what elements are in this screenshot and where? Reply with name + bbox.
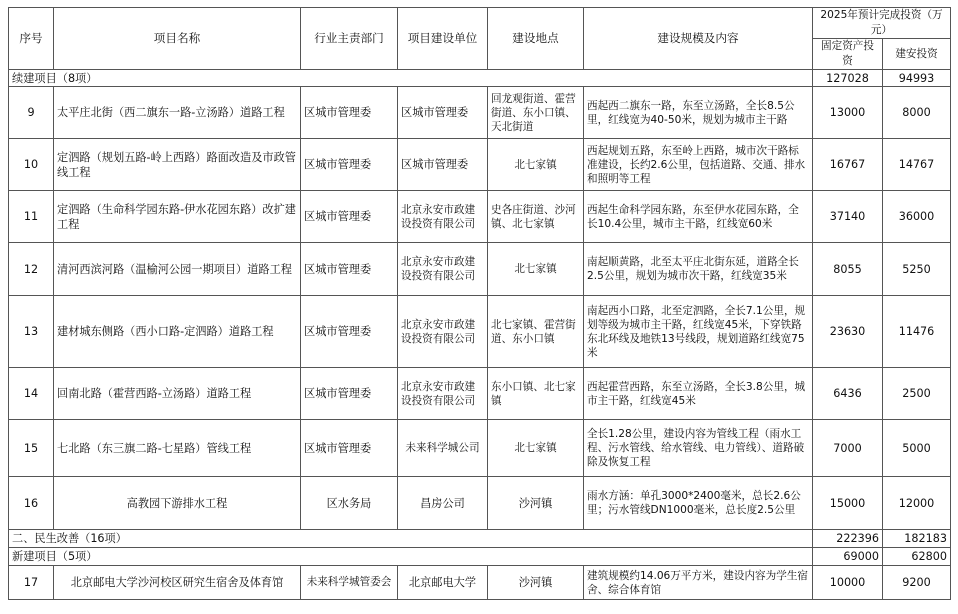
cell-unit: 北京永安市政建设投资有限公司: [398, 296, 488, 368]
section-fixed: 69000: [813, 548, 883, 566]
cell-scale: 南起西小口路，北至定泗路，全长7.1公里，规划等级为城市主干路，红线宽45米，下穿铁路东北环线及地铁13号线段，规划道路红线宽75米: [584, 296, 813, 368]
cell-location: 沙河镇: [488, 477, 584, 530]
cell-construction: 8000: [883, 87, 951, 139]
table-row: [9, 191, 951, 243]
cell-location: 沙河镇: [488, 566, 584, 600]
cell-fixed: 6436: [813, 368, 883, 420]
header-fixed: 固定资产投资: [813, 39, 883, 70]
section-label: 二、民生改善（16项）: [9, 530, 813, 548]
cell-fixed: 8055: [813, 243, 883, 296]
cell-construction: 11476: [883, 296, 951, 368]
cell-fixed: 10000: [813, 566, 883, 600]
section-construction: 62800: [883, 548, 951, 566]
cell-name: 太平庄北街（西二旗东一路-立汤路）道路工程: [54, 87, 301, 139]
cell-scale: 西起西二旗东一路，东至立汤路，全长8.5公里，红线宽为40-50米，规划为城市主干路: [584, 87, 813, 139]
cell-seq: 16: [9, 477, 54, 530]
cell-seq: 12: [9, 243, 54, 296]
cell-unit: 北京永安市政建设投资有限公司: [398, 243, 488, 296]
cell-fixed: 16767: [813, 139, 883, 191]
cell-seq: 13: [9, 296, 54, 368]
cell-location: 北七家镇: [488, 139, 584, 191]
cell-location: 回龙观街道、霍营街道、东小口镇、天北街道: [488, 87, 584, 139]
section-construction: 94993: [883, 70, 951, 87]
cell-location: 东小口镇、北七家镇: [488, 368, 584, 420]
cell-unit: 北京永安市政建设投资有限公司: [398, 191, 488, 243]
cell-dept: 区城市管理委: [301, 139, 398, 191]
cell-dept: 区城市管理委: [301, 296, 398, 368]
cell-scale: 建筑规模约14.06万平方米，建设内容为学生宿舍、综合体育馆: [584, 566, 813, 600]
cell-seq: 11: [9, 191, 54, 243]
cell-dept: 区城市管理委: [301, 191, 398, 243]
section-construction: 182183: [883, 530, 951, 548]
cell-dept: 区城市管理委: [301, 87, 398, 139]
section-label: 新建项目（5项）: [9, 548, 813, 566]
cell-scale: 雨水方涵：单孔3000*2400毫米，总长2.6公里；污水管线DN1000毫米，总长度2.5公里: [584, 477, 813, 530]
section-fixed: 222396: [813, 530, 883, 548]
cell-unit: 北京邮电大学: [398, 566, 488, 600]
cell-construction: 12000: [883, 477, 951, 530]
cell-unit: 北京永安市政建设投资有限公司: [398, 368, 488, 420]
cell-fixed: 23630: [813, 296, 883, 368]
cell-construction: 9200: [883, 566, 951, 600]
header-name: 项目名称: [54, 8, 301, 70]
table-row: [9, 296, 951, 368]
cell-dept: 区水务局: [301, 477, 398, 530]
cell-unit: 区城市管理委: [398, 87, 488, 139]
header-scale: 建设规模及内容: [584, 8, 813, 70]
cell-name: 七北路（东三旗二路-七星路）管线工程: [54, 420, 301, 477]
cell-construction: 36000: [883, 191, 951, 243]
cell-name: 高教园下游排水工程: [54, 477, 301, 530]
section-row: [9, 70, 951, 87]
cell-fixed: 37140: [813, 191, 883, 243]
cell-fixed: 7000: [813, 420, 883, 477]
investment-table: [8, 7, 951, 600]
cell-name: 定泗路（生命科学园东路-伊水花园东路）改扩建工程: [54, 191, 301, 243]
section-label: 续建项目（8项）: [9, 70, 813, 87]
header-unit: 项目建设单位: [398, 8, 488, 70]
cell-scale: 西起霍营西路，东至立汤路，全长3.8公里，城市主干路，红线宽45米: [584, 368, 813, 420]
cell-scale: 西起规划五路，东至岭上西路，城市次干路标准建设，长约2.6公里，包括道路、交通、排水和照明等工程: [584, 139, 813, 191]
cell-location: 北七家镇: [488, 243, 584, 296]
section-row: [9, 530, 951, 548]
cell-seq: 10: [9, 139, 54, 191]
cell-construction: 2500: [883, 368, 951, 420]
cell-seq: 14: [9, 368, 54, 420]
cell-dept: 未来科学城管委会: [301, 566, 398, 600]
cell-dept: 区城市管理委: [301, 243, 398, 296]
cell-location: 北七家镇: [488, 420, 584, 477]
cell-scale: 全长1.28公里，建设内容为管线工程（雨水工程、污水管线、给水管线、电力管线）、道路破除及恢复工程: [584, 420, 813, 477]
cell-location: 北七家镇、霍营街道、东小口镇: [488, 296, 584, 368]
header-seq: 序号: [9, 8, 54, 70]
cell-scale: 南起顺黄路，北至太平庄北街东延，道路全长2.5公里，规划为城市次干路，红线宽35米: [584, 243, 813, 296]
table-row: [9, 477, 951, 530]
cell-construction: 5250: [883, 243, 951, 296]
cell-scale: 西起生命科学园东路，东至伊水花园东路，全长10.4公里，城市主干路，红线宽60米: [584, 191, 813, 243]
section-fixed: 127028: [813, 70, 883, 87]
header-investment-group: 2025年预计完成投资（万元）: [813, 8, 951, 39]
table-row: [9, 139, 951, 191]
section-row: [9, 548, 951, 566]
cell-unit: 昌房公司: [398, 477, 488, 530]
cell-unit: 未来科学城公司: [398, 420, 488, 477]
cell-dept: 区城市管理委: [301, 420, 398, 477]
cell-fixed: 15000: [813, 477, 883, 530]
cell-dept: 区城市管理委: [301, 368, 398, 420]
cell-construction: 5000: [883, 420, 951, 477]
cell-name: 北京邮电大学沙河校区研究生宿舍及体育馆: [54, 566, 301, 600]
cell-fixed: 13000: [813, 87, 883, 139]
table-row: [9, 420, 951, 477]
header-location: 建设地点: [488, 8, 584, 70]
table-row: [9, 368, 951, 420]
table-row: [9, 243, 951, 296]
cell-name: 回南北路（霍营西路-立汤路）道路工程: [54, 368, 301, 420]
cell-name: 建材城东侧路（西小口路-定泗路）道路工程: [54, 296, 301, 368]
header-construction: 建安投资: [883, 39, 951, 70]
table-row: [9, 566, 951, 600]
cell-seq: 15: [9, 420, 54, 477]
cell-seq: 17: [9, 566, 54, 600]
cell-seq: 9: [9, 87, 54, 139]
header-dept: 行业主责部门: [301, 8, 398, 70]
cell-name: 定泗路（规划五路-岭上西路）路面改造及市政管线工程: [54, 139, 301, 191]
cell-name: 清河西滨河路（温榆河公园一期项目）道路工程: [54, 243, 301, 296]
cell-construction: 14767: [883, 139, 951, 191]
cell-unit: 区城市管理委: [398, 139, 488, 191]
table-row: [9, 87, 951, 139]
cell-location: 史各庄街道、沙河镇、北七家镇: [488, 191, 584, 243]
